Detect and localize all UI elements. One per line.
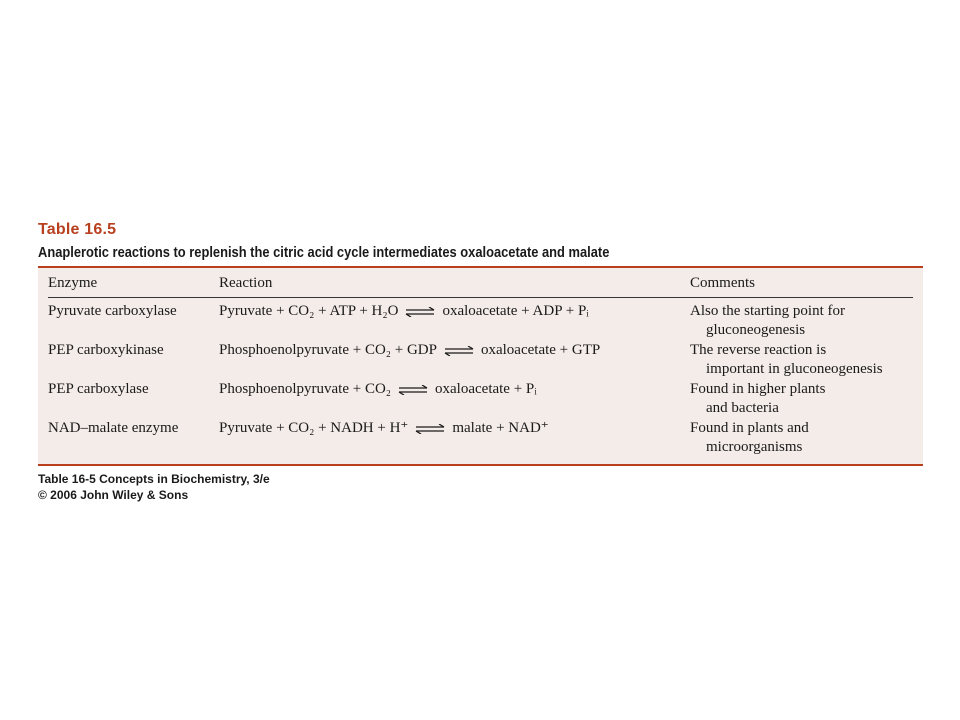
table-caption: Anaplerotic reactions to replenish the citric acid cycle intermediates oxaloacetate and malate	[38, 244, 610, 261]
row-3-reaction	[219, 380, 537, 399]
row-2-reactants: Phosphoenolpyruvate + CO₂ + GDP	[219, 342, 437, 358]
row-2-reaction	[219, 341, 600, 360]
row-2-comment-line-2: important in gluconeogenesis	[706, 361, 883, 377]
row-3-products: oxaloacetate + Pᵢ	[435, 381, 537, 397]
credit-source: Table 16-5 Concepts in Biochemistry, 3/e	[38, 472, 270, 486]
row-3-comment-line-1: Found in higher plants	[690, 381, 826, 397]
row-4-comment	[690, 419, 809, 457]
row-4-comment-line-1: Found in plants and	[690, 420, 809, 436]
row-3-enzyme: PEP carboxylase	[48, 381, 149, 397]
header-rule	[48, 297, 913, 298]
row-2-enzyme: PEP carboxykinase	[48, 342, 164, 358]
row-2-products: oxaloacetate + GTP	[480, 342, 601, 358]
row-3-reactants: Phosphoenolpyruvate + CO₂	[219, 381, 392, 397]
equilibrium-arrows-icon	[414, 424, 446, 434]
row-1-enzyme: Pyruvate carboxylase	[48, 303, 177, 319]
header-reaction: Reaction	[219, 275, 273, 291]
table-number: Table 16.5	[38, 221, 117, 238]
row-3-comment-line-2: and bacteria	[706, 400, 779, 416]
header-enzyme: Enzyme	[48, 275, 98, 291]
row-1-comment-line-2: gluconeogenesis	[706, 322, 806, 338]
row-4-products: malate + NAD⁺	[452, 420, 549, 436]
row-4-comment-line-2: microorganisms	[706, 439, 803, 455]
row-4-reactants: Pyruvate + CO₂ + NADH + H⁺	[219, 420, 409, 436]
table	[38, 266, 923, 466]
row-1-products: oxaloacetate + ADP + Pᵢ	[442, 303, 589, 319]
row-1-reactants: Pyruvate + CO₂ + ATP + H₂O	[219, 303, 399, 319]
equilibrium-arrows-icon	[397, 385, 429, 395]
equilibrium-arrows-icon	[404, 307, 436, 317]
row-1-reaction	[219, 302, 589, 321]
header-comments: Comments	[690, 275, 756, 291]
row-4-enzyme: NAD–malate enzyme	[48, 420, 179, 436]
row-2-comment-line-1: The reverse reaction is	[690, 342, 827, 358]
row-2-comment	[690, 341, 883, 379]
row-1-comment-line-1: Also the starting point for	[690, 303, 845, 319]
row-4-reaction	[219, 419, 549, 438]
row-1-comment	[690, 302, 845, 340]
credit-copyright: © 2006 John Wiley & Sons	[38, 488, 189, 502]
equilibrium-arrows-icon	[443, 346, 475, 356]
row-3-comment	[690, 380, 825, 418]
